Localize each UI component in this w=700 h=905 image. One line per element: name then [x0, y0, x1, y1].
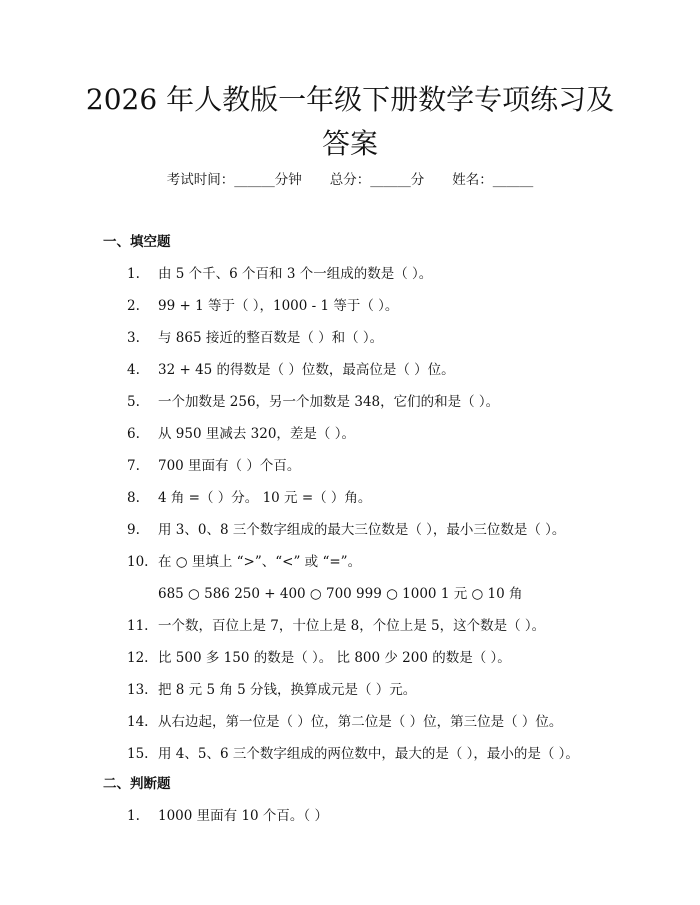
question-number: 12.: [127, 650, 149, 666]
question-item: [127, 358, 455, 378]
question-item: [127, 804, 328, 824]
question-number: 2.: [127, 298, 140, 314]
question-text: 700 里面有（ ）个百。: [158, 458, 301, 474]
question-number: 7.: [127, 458, 140, 474]
question-number: 14.: [127, 714, 149, 730]
question-text: 把 8 元 5 角 5 分钱，换算成元是（ ）元。: [158, 682, 417, 698]
question-text: 一个数，百位上是 7，十位上是 8，个位上是 5，这个数是（ ）。: [158, 618, 546, 634]
question-text: 用 3、0、8 三个数字组成的最大三位数是（ ），最小三位数是（ ）。: [158, 522, 566, 538]
question-number: 1.: [127, 266, 140, 282]
question-item: [127, 614, 545, 634]
question-item: [127, 486, 371, 506]
document-title: 2026 年人教版一年级下册数学专项练习及答案: [85, 83, 615, 160]
question-text: 1000 里面有 10 个百。（ ）: [158, 808, 328, 824]
question-text: 99 + 1 等于（ ），1000 - 1 等于（ ）。: [158, 298, 399, 314]
section-title-true-false: 二、判断题: [103, 776, 171, 792]
question-text: 与 865 接近的整百数是（ ）和（ ）。: [158, 330, 384, 346]
exam-time-field: 考试时间：______分钟: [166, 172, 302, 188]
exam-meta-line: [0, 168, 700, 188]
question-item: [127, 742, 579, 762]
question-text: 从 950 里减去 320，差是（ ）。: [158, 426, 355, 442]
question-number: 4.: [127, 362, 140, 378]
question-item: [127, 326, 383, 346]
question-text: 用 4、5、6 三个数字组成的两位数中，最大的是（ ），最小的是（ ）。: [158, 746, 579, 762]
question-item: [127, 422, 355, 442]
question-number: 6.: [127, 426, 140, 442]
question-number: 9.: [127, 522, 140, 538]
question-number: 11.: [127, 618, 149, 634]
total-score-field: 总分：______分: [329, 172, 425, 188]
question-item: [127, 710, 562, 730]
question-item: [127, 454, 300, 474]
question-text: 在 ○ 里填上 “>”、“<” 或 “=”。: [158, 554, 362, 570]
question-text: 4 角 =（ ）分。 10 元 =（ ）角。: [158, 490, 372, 506]
question-number: 1.: [127, 808, 140, 824]
question-item: [127, 294, 398, 314]
question-item: [127, 646, 511, 666]
question-number: 8.: [127, 490, 140, 506]
question-item: [127, 550, 361, 570]
question-item: [127, 518, 565, 538]
question-text: 比 500 多 150 的数是（ ）。 比 800 少 200 的数是（ ）。: [158, 650, 511, 666]
question-number: 13.: [127, 682, 149, 698]
question-text: 一个加数是 256，另一个加数是 348，它们的和是（ ）。: [158, 394, 500, 410]
question-text: 由 5 个千、6 个百和 3 个一组成的数是（ ）。: [158, 266, 433, 282]
question-item: [127, 262, 432, 282]
question-number: 10.: [127, 554, 149, 570]
question-number: 5.: [127, 394, 140, 410]
compare-subline: 685 ○ 586 250 + 400 ○ 700 999 ○ 1000 1 元 ○ 10 角: [158, 586, 523, 602]
question-item: [127, 678, 416, 698]
question-text: 从右边起，第一位是（ ）位，第二位是（ ）位，第三位是（ ）位。: [158, 714, 563, 730]
question-number: 3.: [127, 330, 140, 346]
question-item: [127, 390, 499, 410]
question-number: 15.: [127, 746, 149, 762]
student-name-field: 姓名：______: [452, 172, 534, 188]
section-title-fill-in: 一、填空题: [103, 234, 171, 250]
question-text: 32 + 45 的得数是（ ）位数，最高位是（ ）位。: [158, 362, 455, 378]
